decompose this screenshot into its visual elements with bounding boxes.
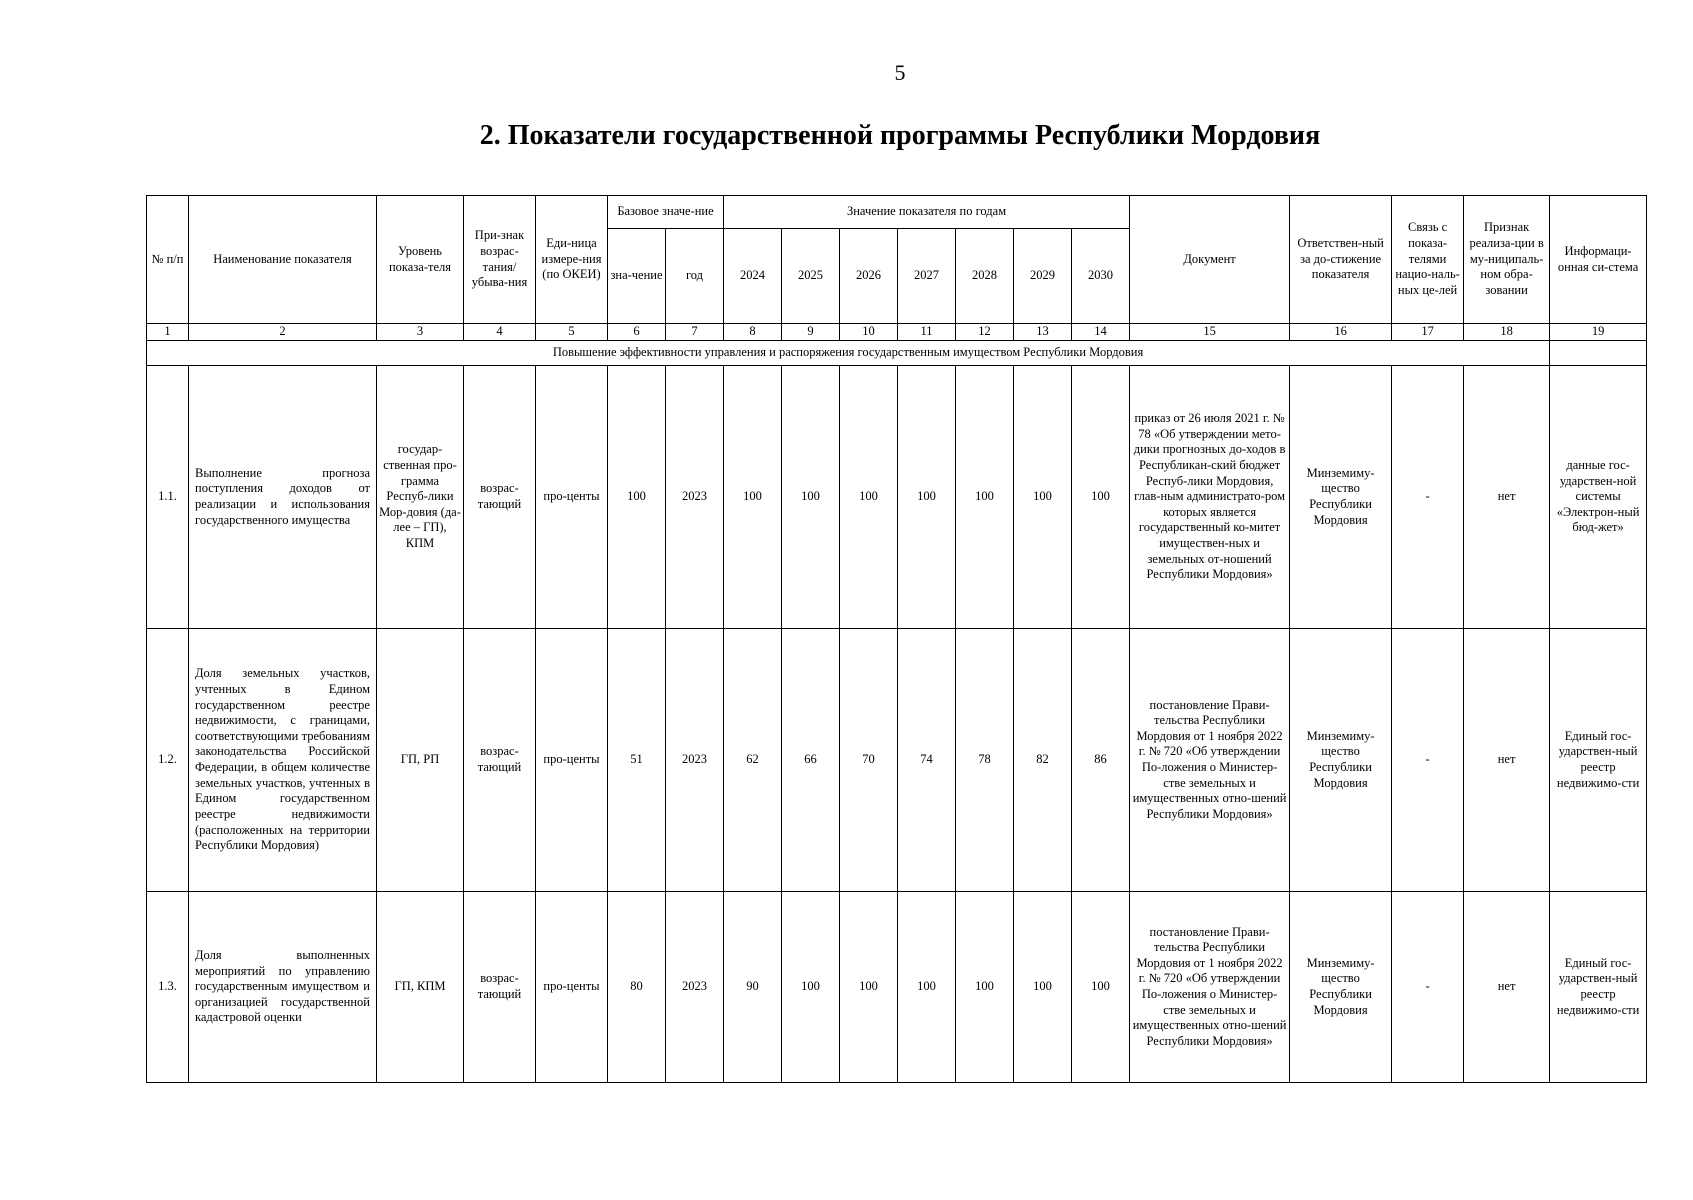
row-municipal: нет (1464, 366, 1550, 629)
column-number: 18 (1464, 324, 1550, 341)
header-base-value: зна-чение (608, 229, 666, 324)
row-year-value: 100 (956, 892, 1014, 1083)
row-base-year: 2023 (666, 629, 724, 892)
column-number: 2 (189, 324, 377, 341)
row-sign: возрас-тающий (464, 366, 536, 629)
column-number: 6 (608, 324, 666, 341)
row-base-value: 100 (608, 366, 666, 629)
header-year: 2029 (1014, 229, 1072, 324)
row-municipal: нет (1464, 629, 1550, 892)
row-level: государ-ственная про-грамма Респуб-лики Мор-довия (да-лее – ГП), КПМ (377, 366, 464, 629)
page-title: 2. Показатели государственной программы Республики Мордовия (479, 120, 1321, 151)
row-info-system: данные гос-ударствен-ной системы «Электрон-ный бюд-жет» (1550, 366, 1647, 629)
row-sign: возрас-тающий (464, 629, 536, 892)
row-level: ГП, РП (377, 629, 464, 892)
row-level: ГП, КПМ (377, 892, 464, 1083)
column-number: 5 (536, 324, 608, 341)
row-year-value: 100 (1072, 366, 1130, 629)
row-name: Выполнение прогноза поступления доходов от реализации и использования государственного имущества (189, 366, 377, 629)
row-base-value: 51 (608, 629, 666, 892)
column-number: 14 (1072, 324, 1130, 341)
column-number: 1 (147, 324, 189, 341)
table-row (147, 629, 1647, 892)
header-doc: Документ (1130, 196, 1290, 324)
row-base-year: 2023 (666, 366, 724, 629)
row-unit: про-центы (536, 366, 608, 629)
section-empty-cell (1550, 341, 1647, 366)
row-responsible: Минземиму-щество Республики Мордовия (1290, 892, 1392, 1083)
column-number: 10 (840, 324, 898, 341)
row-info-system: Единый гос-ударствен-ный реестр недвижимо-сти (1550, 892, 1647, 1083)
row-name: Доля выполненных мероприятий по управлению государственным имуществом и организацией государственной кадастровой оценки (189, 892, 377, 1083)
row-year-value: 100 (840, 892, 898, 1083)
header-link: Связь с показа-телями нацио-наль-ных це-лей (1392, 196, 1464, 324)
column-number: 15 (1130, 324, 1290, 341)
header-year: 2028 (956, 229, 1014, 324)
row-year-value: 100 (782, 892, 840, 1083)
row-num: 1.1. (147, 366, 189, 629)
row-year-value: 74 (898, 629, 956, 892)
column-number: 11 (898, 324, 956, 341)
row-link: - (1392, 892, 1464, 1083)
column-number: 9 (782, 324, 840, 341)
header-year: 2026 (840, 229, 898, 324)
row-year-value: 100 (782, 366, 840, 629)
row-year-value: 66 (782, 629, 840, 892)
row-unit: про-центы (536, 892, 608, 1083)
section-row (147, 341, 1647, 366)
row-year-value: 100 (898, 366, 956, 629)
row-year-value: 100 (1014, 892, 1072, 1083)
header-year: 2025 (782, 229, 840, 324)
row-link: - (1392, 629, 1464, 892)
row-year-value: 100 (956, 366, 1014, 629)
row-year-value: 100 (1014, 366, 1072, 629)
column-number: 3 (377, 324, 464, 341)
row-year-value: 100 (1072, 892, 1130, 1083)
column-number: 8 (724, 324, 782, 341)
row-link: - (1392, 366, 1464, 629)
row-base-value: 80 (608, 892, 666, 1083)
row-year-value: 100 (898, 892, 956, 1083)
row-unit: про-центы (536, 629, 608, 892)
row-info-system: Единый гос-ударствен-ный реестр недвижимо-сти (1550, 629, 1647, 892)
row-year-value: 100 (724, 366, 782, 629)
row-year-value: 86 (1072, 629, 1130, 892)
header-name: Наименование показателя (189, 196, 377, 324)
row-responsible: Минземиму-щество Республики Мордовия (1290, 629, 1392, 892)
row-document: приказ от 26 июля 2021 г. № 78 «Об утверждении мето-дики прогнозных до-ходов в Республикан-ский бюджет Респуб-лики Мордовия, глав-ным администрато-ром которых является государственный ко-митет имуществен-ных и земельных от-ношений Республики Мордовия» (1130, 366, 1290, 629)
row-document: постановление Прави-тельства Республики Мордовия от 1 ноября 2022 г. № 720 «Об утверждении По-ложения о Министер-стве земельных и имущественных отно-шений Республики Мордовия» (1130, 629, 1290, 892)
row-year-value: 82 (1014, 629, 1072, 892)
row-sign: возрас-тающий (464, 892, 536, 1083)
section-title: Повышение эффективности управления и распоряжения государственным имуществом Республики Мордовия (147, 341, 1550, 366)
indicators-table (146, 195, 1647, 1083)
row-year-value: 70 (840, 629, 898, 892)
header-info: Информаци-онная си-стема (1550, 196, 1647, 324)
row-year-value: 62 (724, 629, 782, 892)
header-year: 2030 (1072, 229, 1130, 324)
header-unit: Еди-ница измере-ния (по ОКЕИ) (536, 196, 608, 324)
header-base-year: год (666, 229, 724, 324)
header-year: 2024 (724, 229, 782, 324)
column-number: 19 (1550, 324, 1647, 341)
table-row (147, 366, 1647, 629)
row-name: Доля земельных участков, учтенных в Едином государственном реестре недвижимости, с границами, соответствующими требованиям законодательства Российской Федерации, в общем количестве земельных участков, учтенных в Едином государственном реестре недвижимости (расположенных на территории Республики Мордовия) (189, 629, 377, 892)
column-number: 13 (1014, 324, 1072, 341)
row-num: 1.3. (147, 892, 189, 1083)
header-resp: Ответствен-ный за до-стижение показателя (1290, 196, 1392, 324)
page-number: 5 (894, 60, 906, 85)
header-base: Базовое значе-ние (608, 196, 724, 229)
row-responsible: Минземиму-щество Республики Мордовия (1290, 366, 1392, 629)
column-number: 4 (464, 324, 536, 341)
row-year-value: 78 (956, 629, 1014, 892)
column-number: 7 (666, 324, 724, 341)
row-base-year: 2023 (666, 892, 724, 1083)
header-num: № п/п (147, 196, 189, 324)
header-level: Уровень показа-теля (377, 196, 464, 324)
table-row (147, 892, 1647, 1083)
header-municipal: Признак реализа-ции в му-ниципаль-ном обра-зовании (1464, 196, 1550, 324)
column-numbers-row (147, 324, 1647, 341)
row-year-value: 90 (724, 892, 782, 1083)
column-number: 16 (1290, 324, 1392, 341)
row-document: постановление Прави-тельства Республики Мордовия от 1 ноября 2022 г. № 720 «Об утверждении По-ложения о Министер-стве земельных и имущественных отно-шений Республики Мордовия» (1130, 892, 1290, 1083)
header-years-group: Значение показателя по годам (724, 196, 1130, 229)
column-number: 12 (956, 324, 1014, 341)
row-municipal: нет (1464, 892, 1550, 1083)
header-year: 2027 (898, 229, 956, 324)
header-sign: При-знак возрас-тания/ убыва-ния (464, 196, 536, 324)
column-number: 17 (1392, 324, 1464, 341)
row-num: 1.2. (147, 629, 189, 892)
row-year-value: 100 (840, 366, 898, 629)
